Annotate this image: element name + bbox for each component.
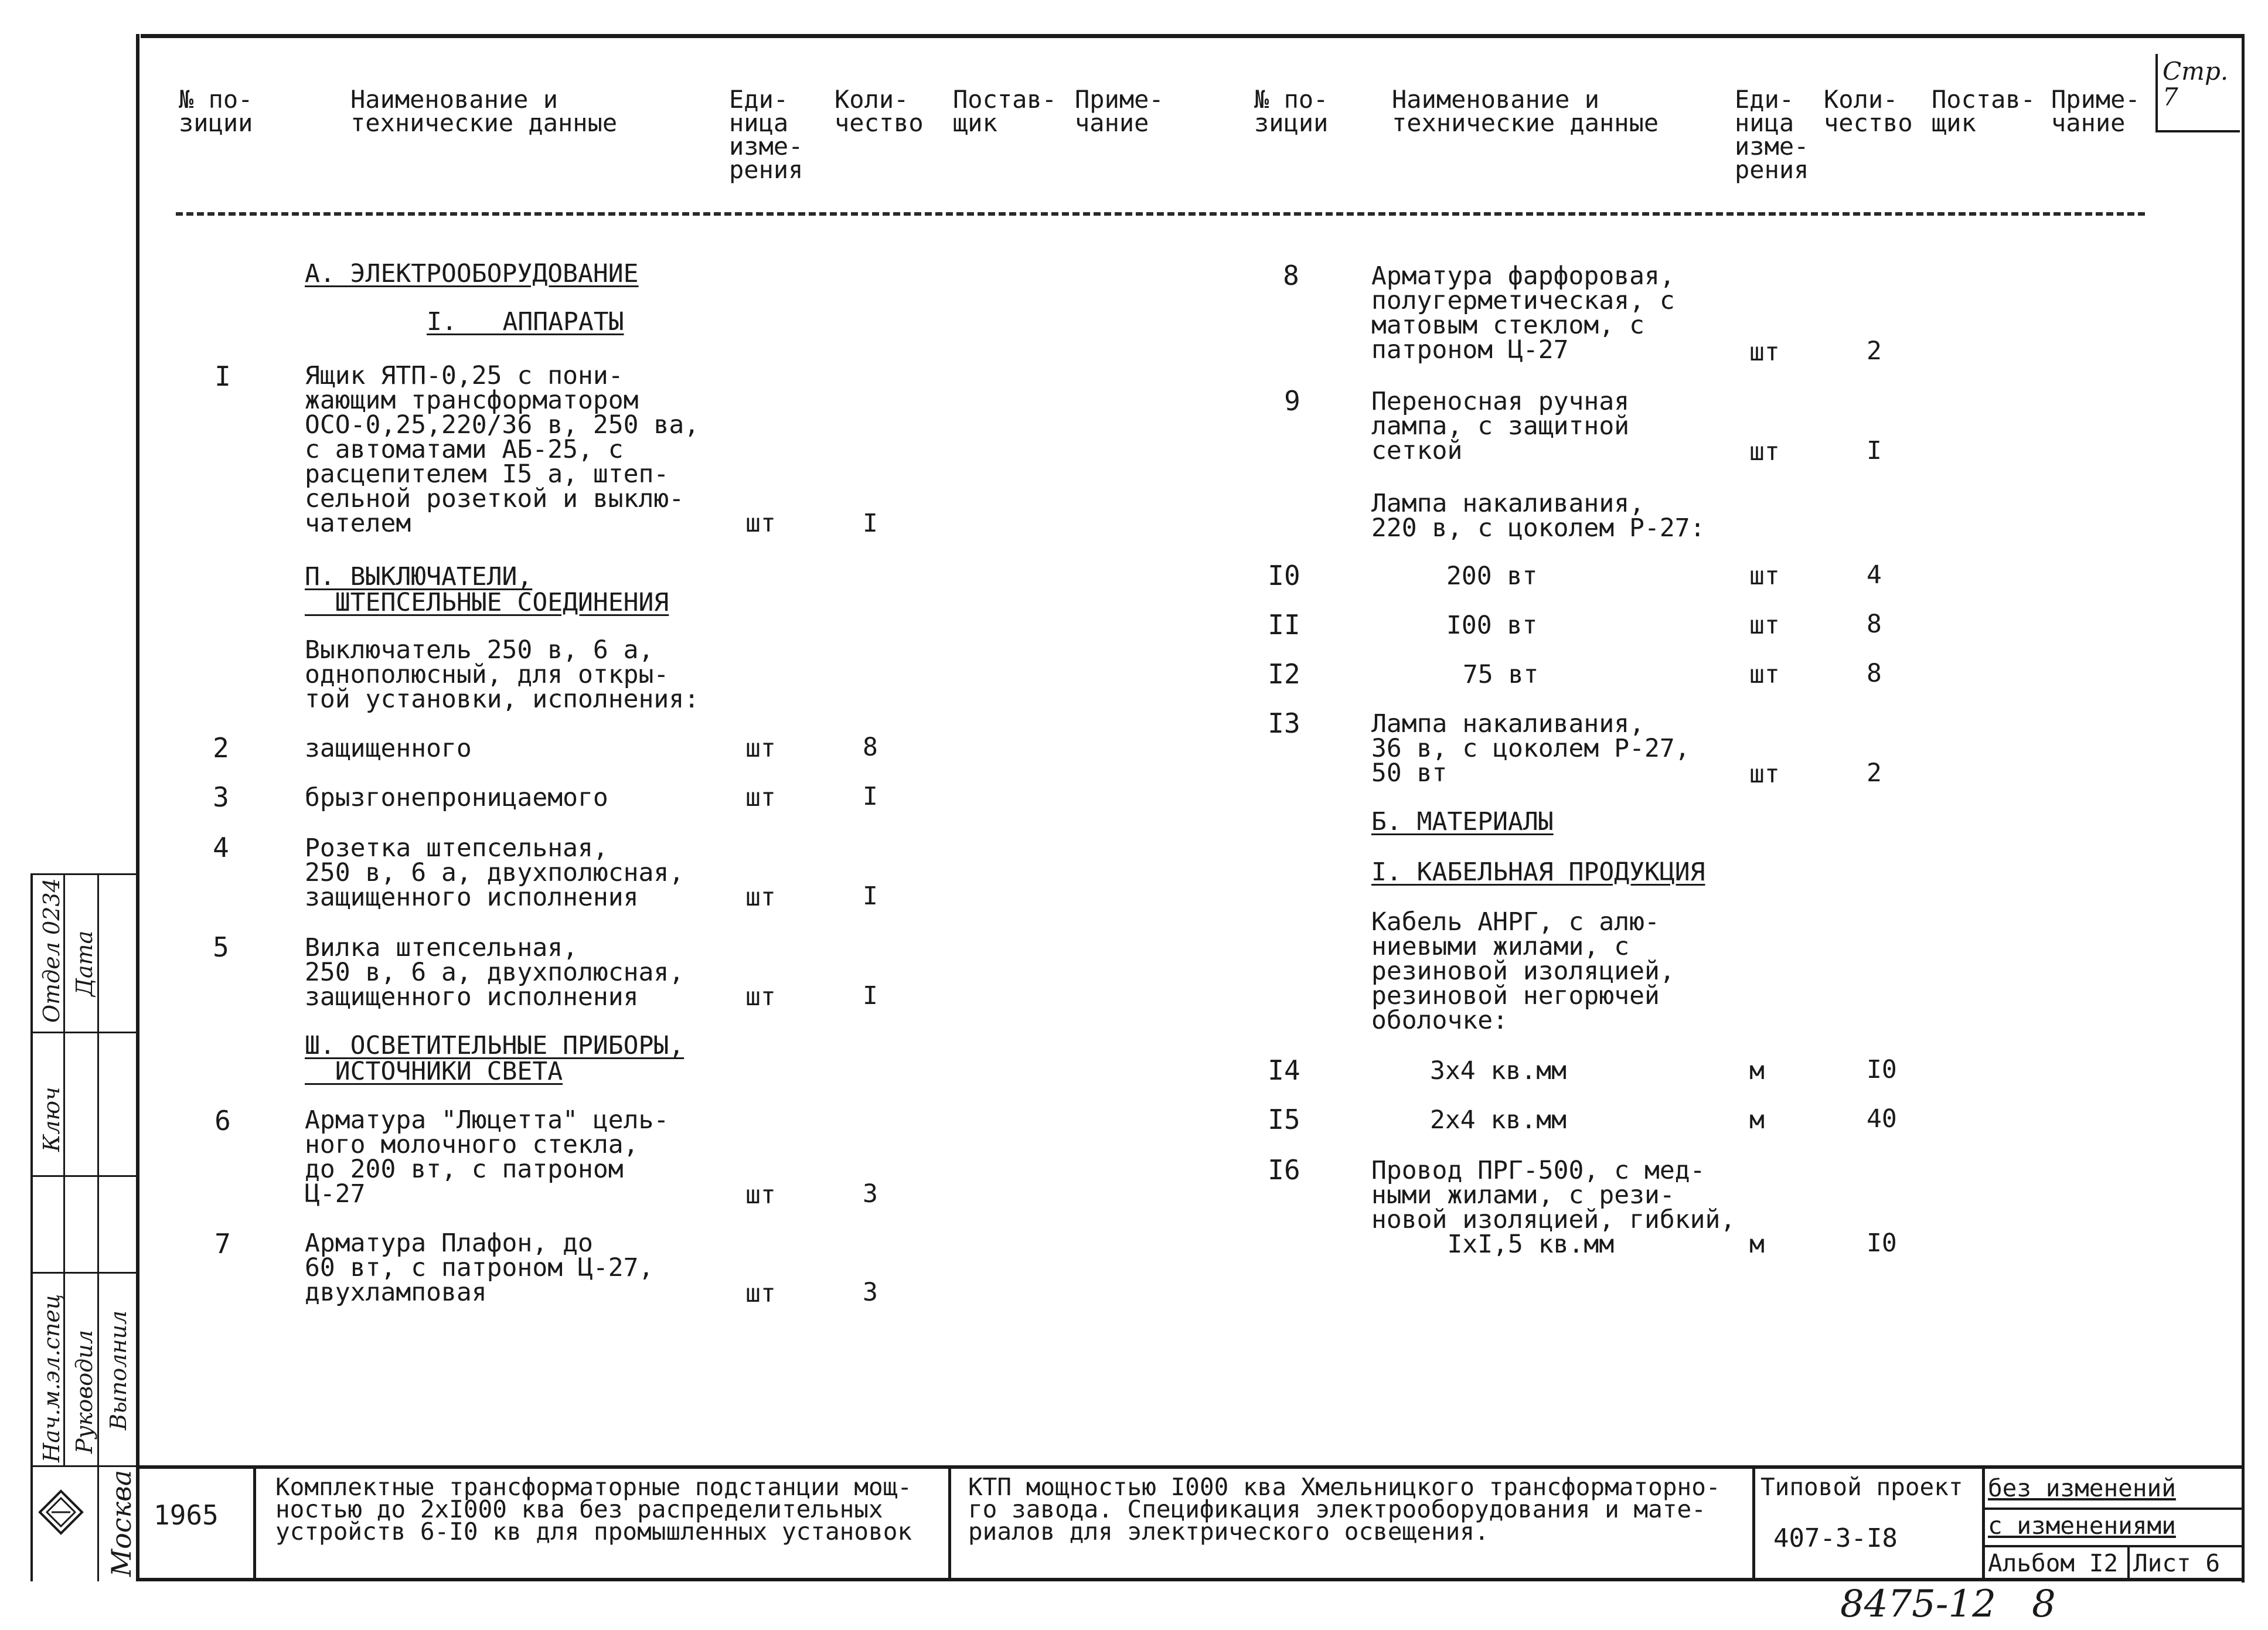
item-8-qty: 2 xyxy=(1867,336,1882,366)
stamp-role-3: Выполнил xyxy=(105,1310,131,1430)
item-14-pos: I4 xyxy=(1268,1054,1300,1086)
item-3-qty: I xyxy=(863,782,878,811)
stamp-row-div-4 xyxy=(30,1465,137,1467)
item-16-name: Провод ПРГ-500, с мед- ными жилами, с рези- новой изоляцией, гибкий, IхI,5 кв.мм xyxy=(1371,1156,1736,1259)
frame-bottom xyxy=(136,1578,2245,1581)
item-16-unit: м xyxy=(1749,1230,1765,1259)
cable-intro: Кабель АНРГ, с алю- ниевыми жилами, с резиновой изоляцией, резиновой негорючей оболочке: xyxy=(1371,907,1675,1035)
item-9-unit: шт xyxy=(1749,437,1780,467)
item-15-unit: м xyxy=(1749,1105,1765,1135)
project-label: Типовой проект xyxy=(1760,1473,1963,1501)
item-4-qty: I xyxy=(863,882,878,911)
section-b-title: Б. МАТЕРИАЛЫ xyxy=(1371,807,1554,836)
lamp-intro: Лампа накаливания, 220 в, с цоколем Р-27: xyxy=(1371,489,1705,543)
switch-intro: Выключатель 250 в, 6 а, однополюсный, для откры- той установки, исполнения: xyxy=(305,635,700,714)
item-13-name: Лампа накаливания, 36 в, с цоколем Р-27, 50 вт xyxy=(1371,709,1690,788)
titleblock-top xyxy=(136,1465,2245,1469)
item-8-pos: 8 xyxy=(1283,260,1299,291)
item-16-pos: I6 xyxy=(1268,1154,1300,1186)
header-right-supplier: Постав- щик xyxy=(1932,85,2036,137)
item-9-qty: I xyxy=(1867,436,1882,465)
subsection-switches: П. ВЫКЛЮЧАТЕЛИ, ШТЕПСЕЛЬНЫЕ СОЕДИНЕНИЯ xyxy=(305,562,669,617)
item-3-name: брызгонепроницаемого xyxy=(305,783,608,812)
item-15-name: 2х4 кв.мм xyxy=(1430,1105,1567,1135)
header-right-name: Наименование и технические данные xyxy=(1392,85,1659,137)
item-15-pos: I5 xyxy=(1268,1104,1300,1135)
stamp-row-div-1 xyxy=(30,1272,137,1274)
stamp-outer-left xyxy=(30,873,33,1581)
item-8-unit: шт xyxy=(1749,338,1780,367)
item-14-qty: I0 xyxy=(1867,1055,1897,1084)
frame-right xyxy=(2242,35,2245,1583)
item-5-unit: шт xyxy=(745,982,776,1012)
item-2-unit: шт xyxy=(745,734,776,763)
titleblock-div-status xyxy=(1982,1465,1985,1581)
subsection-apparatus: I. АППАРАТЫ xyxy=(427,307,624,336)
item-11-unit: шт xyxy=(1749,611,1780,640)
footer-handwritten-number: 8475-12 8 xyxy=(1840,1583,2056,1626)
stamp-city: Москва xyxy=(105,1469,137,1577)
header-left-supplier: Постав- щик xyxy=(953,85,1057,137)
header-left-pos: № по- зиции xyxy=(179,85,253,137)
item-12-unit: шт xyxy=(1749,660,1780,689)
item-5-name: Вилка штепсельная, 250 в, 6 а, двухполюсная, защищенного исполнения xyxy=(305,933,685,1012)
item-1-name: Ящик ЯТП-0,25 с пони- жающим трансформатором ОСО-0,25,220/36 в, 250 ва, с автоматами АБ-25, с расцепителем I5 а, штеп- сельной розеткой и выклю- чателем xyxy=(305,361,700,538)
subsection-lighting: Ш. ОСВЕТИТЕЛЬНЫЕ ПРИБОРЫ, ИСТОЧНИКИ СВЕТА xyxy=(305,1031,685,1086)
header-left-name: Наименование и технические данные xyxy=(350,85,618,137)
item-2-pos: 2 xyxy=(213,732,229,764)
section-a-title: А. ЭЛЕКТРООБОРУДОВАНИЕ xyxy=(305,259,639,288)
item-1-pos: I xyxy=(214,360,231,392)
item-9-name: Переносная ручная лампа, с защитной сеткой xyxy=(1371,387,1630,465)
stamp-top xyxy=(30,873,137,875)
item-5-qty: I xyxy=(863,981,878,1010)
item-6-name: Арматура "Люцетта" цель- ного молочного стекла, до 200 вт, с патроном Ц-27 xyxy=(305,1105,669,1209)
header-left-unit: Еди- ница изме- рения xyxy=(729,85,803,184)
header-right-qty: Коли- чество xyxy=(1824,85,1913,137)
item-12-name: 75 вт xyxy=(1463,660,1539,689)
item-5-pos: 5 xyxy=(213,931,229,963)
album-number: Альбом I2 xyxy=(1988,1549,2119,1577)
item-12-pos: I2 xyxy=(1268,658,1300,690)
item-11-name: I00 вт xyxy=(1446,611,1538,640)
status-with-change: с изменениями xyxy=(1988,1512,2176,1540)
item-9-pos: 9 xyxy=(1284,385,1300,417)
item-14-name: 3х4 кв.мм xyxy=(1430,1056,1567,1085)
item-6-pos: 6 xyxy=(214,1105,231,1136)
stamp-date-label: Дата xyxy=(71,930,97,996)
item-1-qty: I xyxy=(863,509,878,538)
frame-left xyxy=(136,34,139,1581)
sheet-mark: Стр. 7 xyxy=(2163,57,2229,111)
item-10-unit: шт xyxy=(1749,562,1780,591)
item-4-name: Розетка штепсельная, 250 в, 6 а, двухполюсная, защищенного исполнения xyxy=(305,833,685,912)
item-2-qty: 8 xyxy=(863,733,878,762)
frame-top xyxy=(141,34,2245,38)
item-13-pos: I3 xyxy=(1268,707,1300,739)
titleblock-div-project xyxy=(1752,1465,1755,1581)
stamp-dept: Отдел 0234 xyxy=(39,878,64,1023)
status-no-change: без изменений xyxy=(1988,1474,2176,1502)
item-13-unit: шт xyxy=(1749,760,1780,789)
item-11-pos: II xyxy=(1268,609,1300,641)
item-7-unit: шт xyxy=(745,1279,776,1308)
item-7-pos: 7 xyxy=(214,1228,231,1260)
header-right-pos: № по- зиции xyxy=(1254,85,1329,137)
titleblock-div-year xyxy=(253,1465,256,1581)
titleblock-div-album xyxy=(2127,1545,2130,1580)
subsection-cables: I. КАБЕЛЬНАЯ ПРОДУКЦИЯ xyxy=(1371,857,1705,887)
item-7-qty: 3 xyxy=(863,1278,878,1307)
item-7-name: Арматура Плафон, до 60 вт, с патроном Ц-27, двухламповая xyxy=(305,1229,654,1307)
header-left-qty: Коли- чество xyxy=(835,85,924,137)
item-8-name: Арматура фарфоровая, полугерметическая, с матовым стеклом, с патроном Ц-27 xyxy=(1371,261,1675,365)
title-desc-2: КТП мощностью I000 ква Хмельницкого трансформаторно- го завода. Спецификация электрооборудования и мате- риалов для электрического освещения. xyxy=(968,1473,1721,1546)
item-15-qty: 40 xyxy=(1867,1104,1897,1134)
title-desc-1: Комплектные трансформаторные подстанции мощ- ностью до 2хI000 ква без распределительных устройств 6-I0 кв для промышленных установок xyxy=(275,1473,912,1546)
institute-logo xyxy=(38,1489,84,1536)
header-right-unit: Еди- ница изме- рения xyxy=(1735,85,1809,184)
item-10-qty: 4 xyxy=(1867,560,1882,590)
item-12-qty: 8 xyxy=(1867,659,1882,688)
titleblock-hline-1 xyxy=(1982,1508,2245,1510)
titleblock-div-desc xyxy=(948,1465,951,1581)
item-3-pos: 3 xyxy=(213,781,229,813)
item-1-unit: шт xyxy=(745,509,776,538)
item-13-qty: 2 xyxy=(1867,758,1882,788)
stamp-role-2: Руководил xyxy=(71,1330,97,1454)
sheet-number: Лист 6 xyxy=(2133,1549,2221,1577)
stamp-role-1: Нач.м.эл.спец xyxy=(39,1294,64,1462)
item-4-unit: шт xyxy=(745,883,776,912)
item-16-qty: I0 xyxy=(1867,1229,1897,1258)
item-3-unit: шт xyxy=(745,783,776,812)
item-4-pos: 4 xyxy=(213,832,229,863)
item-10-name: 200 вт xyxy=(1446,562,1538,591)
year: 1965 xyxy=(154,1499,219,1531)
header-left-note: Приме- чание xyxy=(1075,85,1164,137)
titleblock-hline-2 xyxy=(1982,1545,2245,1547)
item-11-qty: 8 xyxy=(1867,610,1882,639)
header-separator xyxy=(176,212,2145,216)
stamp-row-div-3 xyxy=(30,1032,137,1033)
item-10-pos: I0 xyxy=(1268,560,1300,591)
item-14-unit: м xyxy=(1749,1056,1765,1085)
item-6-unit: шт xyxy=(745,1180,776,1210)
header-right-note: Приме- чание xyxy=(2051,85,2140,137)
stamp-row-div-2 xyxy=(30,1175,137,1177)
stamp-name-1: Ключ xyxy=(39,1087,64,1152)
project-number: 407-3-I8 xyxy=(1773,1523,1898,1553)
stamp-col-div-2 xyxy=(97,873,99,1581)
item-6-qty: 3 xyxy=(863,1179,878,1209)
item-2-name: защищенного xyxy=(305,734,472,763)
